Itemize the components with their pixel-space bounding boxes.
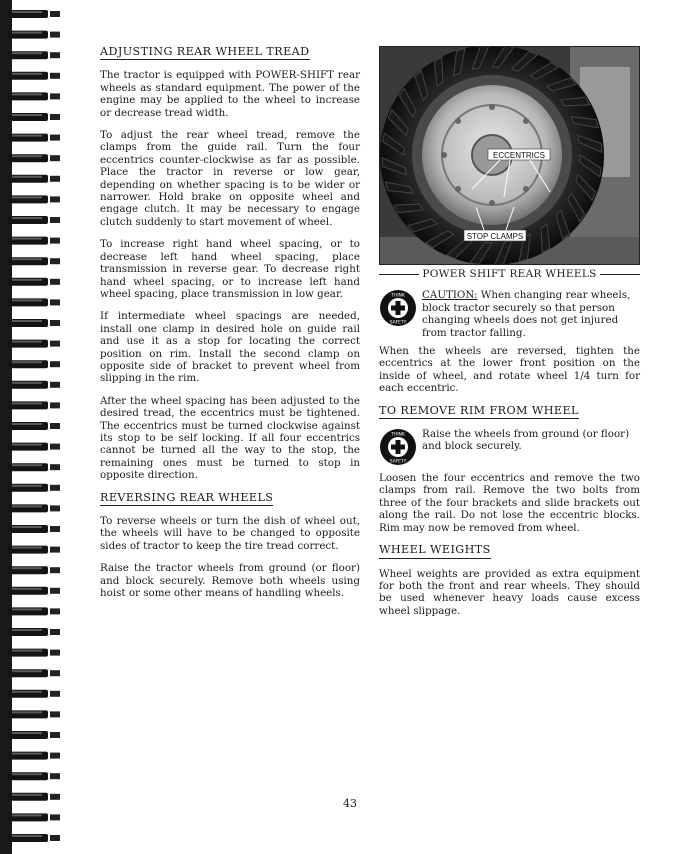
photo-caption [379, 268, 640, 280]
paragraph: To adjust the rear wheel tread, remove the clamps from the guide rail. Turn the four eccentrics counter-clockwise as far as possible. Place the tractor in reverse or low gear, depending on whether spacing is to be wider or narrower. Hold brake on opposite wheel and engage clutch. It may be necessary to engage clutch suddenly to start movement of wheel. [100, 129, 360, 228]
caution-text-block [422, 289, 640, 339]
badge-top-text: THINK [391, 293, 405, 299]
label-eccentrics: ECCENTRICS [492, 151, 546, 160]
safety-cross-icon [379, 289, 417, 327]
caption-rule-right [600, 274, 640, 275]
right-column [379, 46, 640, 627]
heading-remove-rim: TO REMOVE RIM FROM WHEEL [379, 405, 579, 419]
badge-bottom-text: SAFETY [389, 459, 407, 465]
badge-top-text: THINK [391, 432, 405, 438]
caution-label: CAUTION: [422, 289, 478, 302]
heading-adjusting-rear-wheel-tread: ADJUSTING REAR WHEEL TREAD [100, 46, 310, 60]
caption-rule-left [379, 274, 419, 275]
paragraph: After the wheel spacing has been adjusted to the desired tread, the eccentrics must be tightened. The eccentrics must be turned clockwise against its stop to be self locking. If all four eccentrics cannot be turned all the way to the stop, the remaining ones must be turned to stop in opposite direction. [100, 394, 360, 482]
paragraph: Wheel weights are provided as extra equipment for both the front and rear wheels. They should be used whenever heavy loads cause excess wheel slippage. [379, 567, 640, 617]
page-number: 43 [343, 797, 357, 810]
paragraph: When the wheels are reversed, tighten the eccentrics at the lower front position on the inside of wheel, and rotate wheel 1/4 turn for each eccentric. [379, 345, 640, 395]
badge-bottom-text: SAFETY [389, 320, 407, 326]
paragraph: The tractor is equipped with POWER-SHIFT rear wheels as standard equipment. The power of the engine may be applied to the wheel to increase or decrease tread width. [100, 69, 360, 119]
paragraph: Raise the tractor wheels from ground (or floor) and block securely. Remove both wheels using hoist or some other means of handling wheels. [100, 562, 360, 600]
paragraph: Loosen the four eccentrics and remove the two clamps from rail. Remove the two bolts from three of the four brackets and slide brackets out along the rail. Do not lose the eccentric blocks. Rim may now be removed from wheel. [379, 472, 640, 534]
caution-block [379, 289, 640, 339]
paragraph: To increase right hand wheel spacing, or to decrease left hand wheel spacing, place transmission in reverse gear. To decrease right hand wheel spacing, or to increase left hand wheel spacing, place transmission in low gear. [100, 238, 360, 300]
safety-block-remove-rim [379, 428, 640, 466]
safety-cross-icon [379, 428, 417, 466]
caution-text: When changing rear wheels, block tractor securely so that person changing wheels does not get injured from tractor falling. [422, 289, 631, 339]
heading-reversing-rear-wheels: REVERSING REAR WHEELS [100, 492, 273, 506]
wheel-photo [379, 46, 640, 265]
paragraph: If intermediate wheel spacings are needed, install one clamp in desired hole on guide rail and use it as a stop for locating the correct position on rim. Install the second clamp on opposite side of bracket to prevent wheel from slipping in the rim. [100, 310, 360, 385]
heading-wheel-weights: WHEEL WEIGHTS [379, 544, 491, 558]
caption-text: POWER SHIFT REAR WHEELS [422, 268, 597, 280]
paragraph: To reverse wheels or turn the dish of wheel out, the wheels will have to be changed to opposite sides of tractor to keep the tire tread correct. [100, 515, 360, 552]
label-stop-clamps: STOP CLAMPS [466, 232, 524, 241]
tractor-wheel-image [380, 47, 639, 264]
spiral-binding [0, 0, 70, 854]
left-column [100, 46, 360, 609]
safety-text: Raise the wheels from ground (or floor) and block securely. [422, 428, 630, 453]
